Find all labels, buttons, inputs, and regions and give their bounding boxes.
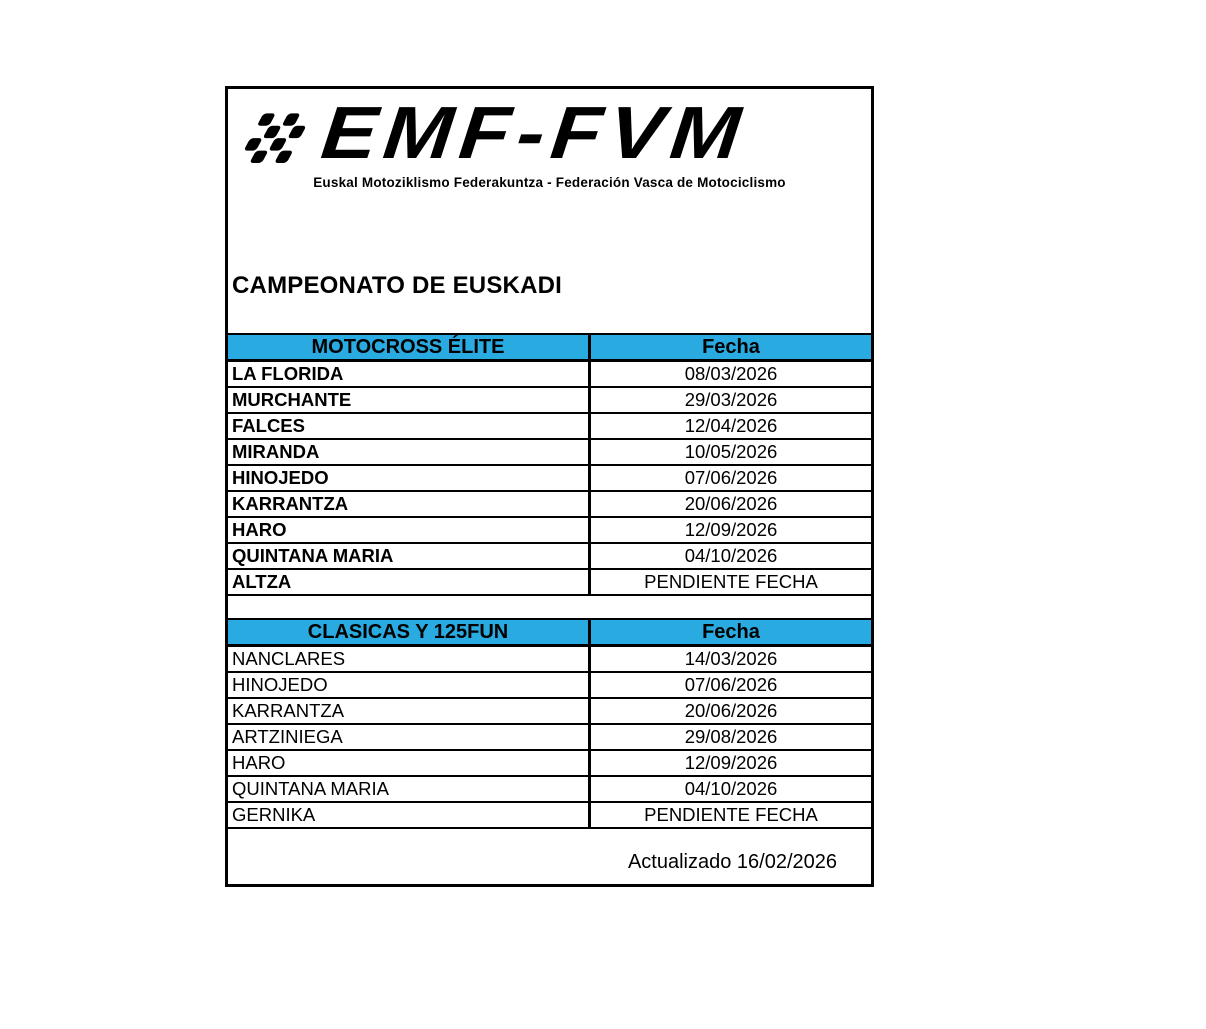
event-date-cell: 12/09/2026	[684, 519, 778, 540]
category-header-cell: MOTOCROSS ÉLITE	[228, 335, 591, 359]
updated-note: Actualizado 16/02/2026	[627, 851, 838, 873]
event-name-cell: QUINTANA MARIA	[228, 777, 591, 801]
event-name-cell: KARRANTZA	[228, 492, 591, 516]
category-header-cell: CLASICAS Y 125FUN	[228, 620, 591, 644]
table-row	[228, 388, 871, 414]
table-row	[228, 803, 871, 829]
table-header-row	[228, 618, 871, 647]
event-name-cell: LA FLORIDA	[228, 362, 591, 386]
event-name-cell: MIRANDA	[228, 440, 591, 464]
table-clasicas-125fun	[228, 618, 871, 829]
event-name-cell: HINOJEDO	[228, 466, 591, 490]
table-row	[228, 362, 871, 388]
date-header-cell: Fecha	[702, 335, 760, 358]
event-name-cell: HINOJEDO	[228, 673, 591, 697]
table-row	[228, 647, 871, 673]
event-date-cell: 20/06/2026	[684, 493, 778, 514]
event-date-cell: 14/03/2026	[684, 648, 778, 669]
table-row	[228, 570, 871, 596]
logo-subtitle: Euskal Motoziklismo Federakuntza - Federación Vasca de Motociclismo	[313, 175, 786, 190]
event-date-cell: 29/03/2026	[684, 389, 778, 410]
table-row	[228, 414, 871, 440]
schedule-content	[228, 333, 871, 879]
event-date-cell: 12/09/2026	[684, 752, 778, 773]
table-row	[228, 699, 871, 725]
event-date-cell: 07/06/2026	[684, 674, 778, 695]
event-date-cell: PENDIENTE FECHA	[644, 804, 818, 825]
event-date-cell: 20/06/2026	[684, 700, 778, 721]
event-name-cell: MURCHANTE	[228, 388, 591, 412]
event-date-cell: 08/03/2026	[684, 363, 778, 384]
federation-logo	[230, 91, 869, 177]
table-body	[228, 362, 871, 596]
event-date-cell: 12/04/2026	[684, 415, 778, 436]
table-body	[228, 647, 871, 829]
event-name-cell: KARRANTZA	[228, 699, 591, 723]
event-date-cell: 29/08/2026	[684, 726, 778, 747]
event-name-cell: HARO	[228, 751, 591, 775]
footer-area	[228, 829, 871, 879]
logo-wordmark: EMF-FVM	[317, 91, 751, 174]
table-row	[228, 751, 871, 777]
table-separator	[228, 596, 871, 618]
table-row	[228, 440, 871, 466]
table-row	[228, 725, 871, 751]
table-row	[228, 466, 871, 492]
event-name-cell: NANCLARES	[228, 647, 591, 671]
event-date-cell: PENDIENTE FECHA	[644, 571, 818, 592]
table-row	[228, 673, 871, 699]
event-name-cell: GERNIKA	[228, 803, 591, 827]
event-name-cell: QUINTANA MARIA	[228, 544, 591, 568]
event-name-cell: FALCES	[228, 414, 591, 438]
table-motocross-elite	[228, 333, 871, 596]
checkered-flag-icon	[232, 108, 318, 170]
table-row	[228, 544, 871, 570]
table-row	[228, 518, 871, 544]
document-frame	[225, 86, 874, 887]
event-date-cell: 10/05/2026	[684, 441, 778, 462]
event-date-cell: 04/10/2026	[684, 545, 778, 566]
event-date-cell: 07/06/2026	[684, 467, 778, 488]
table-row	[228, 492, 871, 518]
event-name-cell: HARO	[228, 518, 591, 542]
table-row	[228, 777, 871, 803]
footer-spacer	[228, 829, 594, 879]
event-name-cell: ALTZA	[228, 570, 591, 594]
table-header-row	[228, 333, 871, 362]
page-title: CAMPEONATO DE EUSKADI	[232, 272, 563, 299]
date-header-cell: Fecha	[702, 620, 760, 643]
event-name-cell: ARTZINIEGA	[228, 725, 591, 749]
event-date-cell: 04/10/2026	[684, 778, 778, 799]
